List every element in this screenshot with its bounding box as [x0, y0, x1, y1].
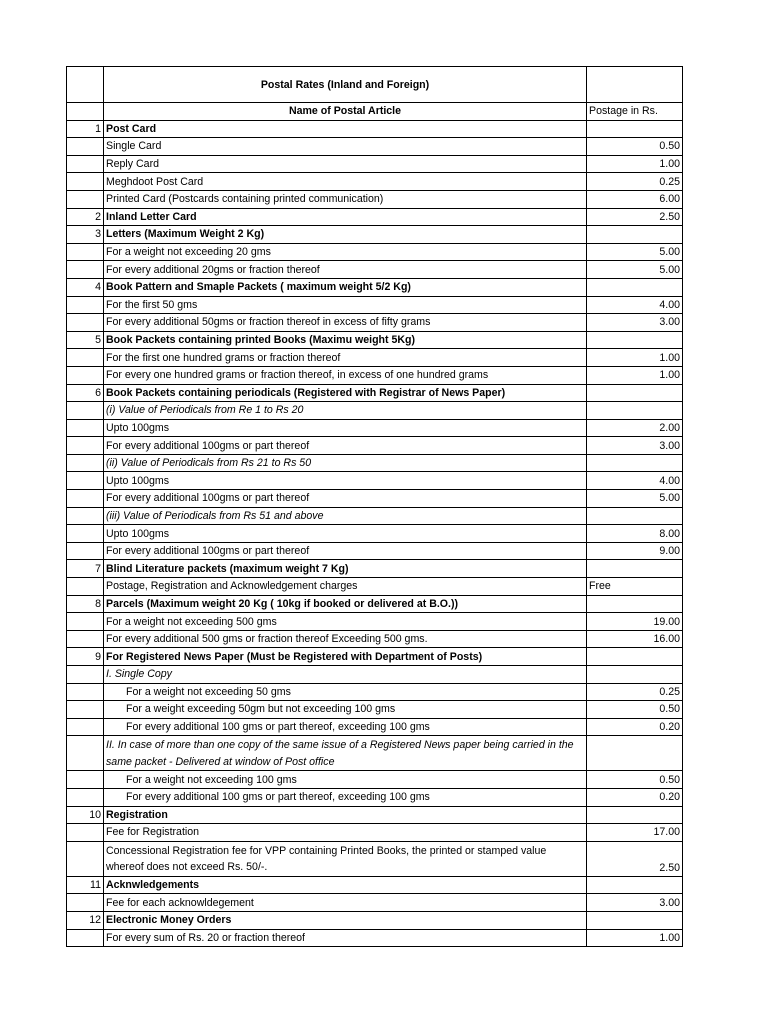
postage-amount-cell: 1.00: [587, 349, 683, 367]
title-blank-cell: [67, 67, 104, 103]
title-blank-amount-cell: [587, 67, 683, 103]
article-name-cell: Upto 100gms: [104, 472, 587, 490]
item-number-cell: [67, 788, 104, 806]
item-number-cell: [67, 841, 104, 876]
title-row: [67, 67, 683, 103]
table-row: [67, 666, 683, 684]
article-name-cell: For Registered News Paper (Must be Registered with Department of Posts): [104, 648, 587, 666]
item-number-cell: [67, 366, 104, 384]
postage-amount-cell: 4.00: [587, 472, 683, 490]
table-row: [67, 525, 683, 543]
postage-amount-cell: 16.00: [587, 630, 683, 648]
table-row: [67, 296, 683, 314]
table-row: [67, 437, 683, 455]
article-name-cell: For every additional 100gms or part thereof: [104, 490, 587, 508]
article-name-cell: For a weight exceeding 50gm but not exceeding 100 gms: [104, 701, 587, 719]
item-number-cell: [67, 490, 104, 508]
item-number-cell: [67, 243, 104, 261]
item-number-cell: [67, 261, 104, 279]
item-number-cell: [67, 929, 104, 947]
table-row: [67, 595, 683, 613]
item-number-cell: [67, 349, 104, 367]
table-row: [67, 876, 683, 894]
item-number-cell: 9: [67, 648, 104, 666]
postage-amount-cell: 8.00: [587, 525, 683, 543]
article-name-cell: Fee for Registration: [104, 824, 587, 842]
postage-amount-cell: 5.00: [587, 490, 683, 508]
table-row: [67, 894, 683, 912]
table-row: [67, 402, 683, 420]
table-row: [67, 173, 683, 191]
postage-amount-cell: [587, 560, 683, 578]
postage-amount-cell: [587, 666, 683, 684]
postage-amount-cell: 9.00: [587, 542, 683, 560]
postage-amount-cell: [587, 507, 683, 525]
table-row: [67, 490, 683, 508]
article-name-cell: For every one hundred grams or fraction thereof, in excess of one hundred grams: [104, 366, 587, 384]
table-row: [67, 120, 683, 138]
article-name-cell: Concessional Registration fee for VPP containing Printed Books, the printed or stamped value whereof does not exceed Rs. 50/-.: [104, 841, 587, 876]
item-number-cell: 7: [67, 560, 104, 578]
postage-amount-cell: 5.00: [587, 261, 683, 279]
table-row: [67, 648, 683, 666]
table-row: [67, 190, 683, 208]
item-number-cell: 2: [67, 208, 104, 226]
postage-amount-cell: 4.00: [587, 296, 683, 314]
article-name-cell: For every additional 100 gms or part thereof, exceeding 100 gms: [104, 788, 587, 806]
article-name-cell: Acknwledgements: [104, 876, 587, 894]
article-name-cell: For every sum of Rs. 20 or fraction thereof: [104, 929, 587, 947]
table-row: [67, 314, 683, 332]
postage-amount-cell: 3.00: [587, 894, 683, 912]
item-number-cell: [67, 824, 104, 842]
postage-amount-cell: 6.00: [587, 190, 683, 208]
article-column-header: Name of Postal Article: [104, 103, 587, 121]
postage-amount-cell: [587, 911, 683, 929]
table-row: [67, 578, 683, 596]
postage-amount-cell: 0.50: [587, 771, 683, 789]
article-name-cell: Book Pattern and Smaple Packets ( maximum weight 5/2 Kg): [104, 278, 587, 296]
article-name-cell: Printed Card (Postcards containing printed communication): [104, 190, 587, 208]
table-row: [67, 771, 683, 789]
postage-amount-cell: 17.00: [587, 824, 683, 842]
table-row: [67, 366, 683, 384]
item-number-cell: 4: [67, 278, 104, 296]
article-name-cell: For the first one hundred grams or fraction thereof: [104, 349, 587, 367]
article-name-cell: For every additional 100gms or part thereof: [104, 437, 587, 455]
article-name-cell: Post Card: [104, 120, 587, 138]
postage-amount-cell: [587, 278, 683, 296]
postage-amount-cell: 0.20: [587, 718, 683, 736]
item-number-cell: 5: [67, 331, 104, 349]
postage-amount-cell: [587, 876, 683, 894]
item-number-cell: [67, 419, 104, 437]
article-name-cell: For every additional 100gms or part thereof: [104, 542, 587, 560]
postage-amount-cell: [587, 806, 683, 824]
article-name-cell: Upto 100gms: [104, 419, 587, 437]
table-row: [67, 788, 683, 806]
article-name-cell: Registration: [104, 806, 587, 824]
item-number-cell: [67, 613, 104, 631]
postage-amount-cell: [587, 331, 683, 349]
table-row: [67, 507, 683, 525]
table-row: [67, 278, 683, 296]
table-row: [67, 331, 683, 349]
item-number-cell: [67, 736, 104, 771]
postage-amount-cell: [587, 648, 683, 666]
article-name-cell: I. Single Copy: [104, 666, 587, 684]
item-number-cell: [67, 771, 104, 789]
article-name-cell: For a weight not exceeding 100 gms: [104, 771, 587, 789]
postage-amount-cell: 19.00: [587, 613, 683, 631]
document-title: Postal Rates (Inland and Foreign): [104, 67, 587, 103]
table-row: [67, 138, 683, 156]
table-row: [67, 806, 683, 824]
table-row: [67, 718, 683, 736]
item-number-cell: [67, 894, 104, 912]
table-row: [67, 384, 683, 402]
article-name-cell: Blind Literature packets (maximum weight 7 Kg): [104, 560, 587, 578]
table-row: [67, 701, 683, 719]
table-row: [67, 824, 683, 842]
article-name-cell: Postage, Registration and Acknowledgement charges: [104, 578, 587, 596]
table-row: [67, 454, 683, 472]
article-name-cell: Parcels (Maximum weight 20 Kg ( 10kg if booked or delivered at B.O.)): [104, 595, 587, 613]
table-row: [67, 243, 683, 261]
item-number-cell: [67, 454, 104, 472]
postage-amount-cell: [587, 120, 683, 138]
article-name-cell: (ii) Value of Periodicals from Rs 21 to Rs 50: [104, 454, 587, 472]
article-name-cell: For every additional 50gms or fraction thereof in excess of fifty grams: [104, 314, 587, 332]
article-name-cell: For a weight not exceeding 500 gms: [104, 613, 587, 631]
article-name-cell: For a weight not exceeding 50 gms: [104, 683, 587, 701]
article-name-cell: Inland Letter Card: [104, 208, 587, 226]
article-name-cell: Fee for each acknowldegement: [104, 894, 587, 912]
column-header-row: [67, 103, 683, 121]
article-name-cell: (i) Value of Periodicals from Re 1 to Rs 20: [104, 402, 587, 420]
item-number-cell: 3: [67, 226, 104, 244]
article-name-cell: Single Card: [104, 138, 587, 156]
table-row: [67, 630, 683, 648]
item-number-cell: [67, 507, 104, 525]
postage-amount-cell: [587, 454, 683, 472]
article-name-cell: Book Packets containing printed Books (Maximu weight 5Kg): [104, 331, 587, 349]
postage-amount-cell: [587, 402, 683, 420]
postage-amount-cell: 0.25: [587, 683, 683, 701]
article-name-cell: (iii) Value of Periodicals from Rs 51 and above: [104, 507, 587, 525]
postage-amount-cell: 0.50: [587, 701, 683, 719]
table-row: [67, 226, 683, 244]
item-number-cell: [67, 666, 104, 684]
postage-amount-cell: 3.00: [587, 314, 683, 332]
header-blank-cell: [67, 103, 104, 121]
postage-amount-cell: 2.00: [587, 419, 683, 437]
item-number-cell: [67, 630, 104, 648]
postage-amount-cell: [587, 384, 683, 402]
article-name-cell: For every additional 100 gms or part thereof, exceeding 100 gms: [104, 718, 587, 736]
postage-amount-cell: Free: [587, 578, 683, 596]
table-row: [67, 613, 683, 631]
item-number-cell: [67, 138, 104, 156]
item-number-cell: [67, 173, 104, 191]
table-row: [67, 841, 683, 876]
postal-rates-sheet: [66, 66, 682, 947]
table-row: [67, 929, 683, 947]
item-number-cell: 11: [67, 876, 104, 894]
table-row: [67, 419, 683, 437]
item-number-cell: [67, 437, 104, 455]
table-row: [67, 911, 683, 929]
article-name-cell: Reply Card: [104, 155, 587, 173]
item-number-cell: [67, 155, 104, 173]
article-name-cell: Electronic Money Orders: [104, 911, 587, 929]
table-row: [67, 560, 683, 578]
article-name-cell: For a weight not exceeding 20 gms: [104, 243, 587, 261]
postage-amount-cell: [587, 226, 683, 244]
table-row: [67, 208, 683, 226]
item-number-cell: [67, 701, 104, 719]
item-number-cell: [67, 542, 104, 560]
item-number-cell: [67, 718, 104, 736]
article-name-cell: For the first 50 gms: [104, 296, 587, 314]
item-number-cell: [67, 525, 104, 543]
postage-amount-cell: 0.20: [587, 788, 683, 806]
postage-amount-cell: 5.00: [587, 243, 683, 261]
item-number-cell: [67, 472, 104, 490]
item-number-cell: [67, 402, 104, 420]
table-row: [67, 683, 683, 701]
item-number-cell: [67, 314, 104, 332]
postage-column-header: Postage in Rs.: [587, 103, 683, 121]
article-name-cell: For every additional 20gms or fraction thereof: [104, 261, 587, 279]
item-number-cell: [67, 190, 104, 208]
item-number-cell: 8: [67, 595, 104, 613]
article-name-cell: For every additional 500 gms or fraction thereof Exceeding 500 gms.: [104, 630, 587, 648]
article-name-cell: II. In case of more than one copy of the same issue of a Registered News paper being carried in the same packet - Delivered at window of Post office: [104, 736, 587, 771]
rate-table-body: [67, 67, 683, 947]
postage-amount-cell: 1.00: [587, 366, 683, 384]
article-name-cell: Book Packets containing periodicals (Registered with Registrar of News Paper): [104, 384, 587, 402]
postage-amount-cell: 2.50: [587, 208, 683, 226]
item-number-cell: 1: [67, 120, 104, 138]
table-row: [67, 155, 683, 173]
table-row: [67, 542, 683, 560]
postage-amount-cell: 1.00: [587, 929, 683, 947]
article-name-cell: Letters (Maximum Weight 2 Kg): [104, 226, 587, 244]
postage-amount-cell: 3.00: [587, 437, 683, 455]
item-number-cell: [67, 578, 104, 596]
postage-amount-cell: [587, 736, 683, 771]
postage-amount-cell: 1.00: [587, 155, 683, 173]
article-name-cell: Meghdoot Post Card: [104, 173, 587, 191]
postage-amount-cell: [587, 595, 683, 613]
article-name-cell: Upto 100gms: [104, 525, 587, 543]
item-number-cell: 10: [67, 806, 104, 824]
postage-amount-cell: 0.50: [587, 138, 683, 156]
item-number-cell: 12: [67, 911, 104, 929]
postage-amount-cell: 2.50: [587, 841, 683, 876]
table-row: [67, 736, 683, 771]
item-number-cell: [67, 683, 104, 701]
item-number-cell: 6: [67, 384, 104, 402]
table-row: [67, 472, 683, 490]
item-number-cell: [67, 296, 104, 314]
table-row: [67, 261, 683, 279]
postal-rates-table: [66, 66, 683, 947]
postage-amount-cell: 0.25: [587, 173, 683, 191]
table-row: [67, 349, 683, 367]
